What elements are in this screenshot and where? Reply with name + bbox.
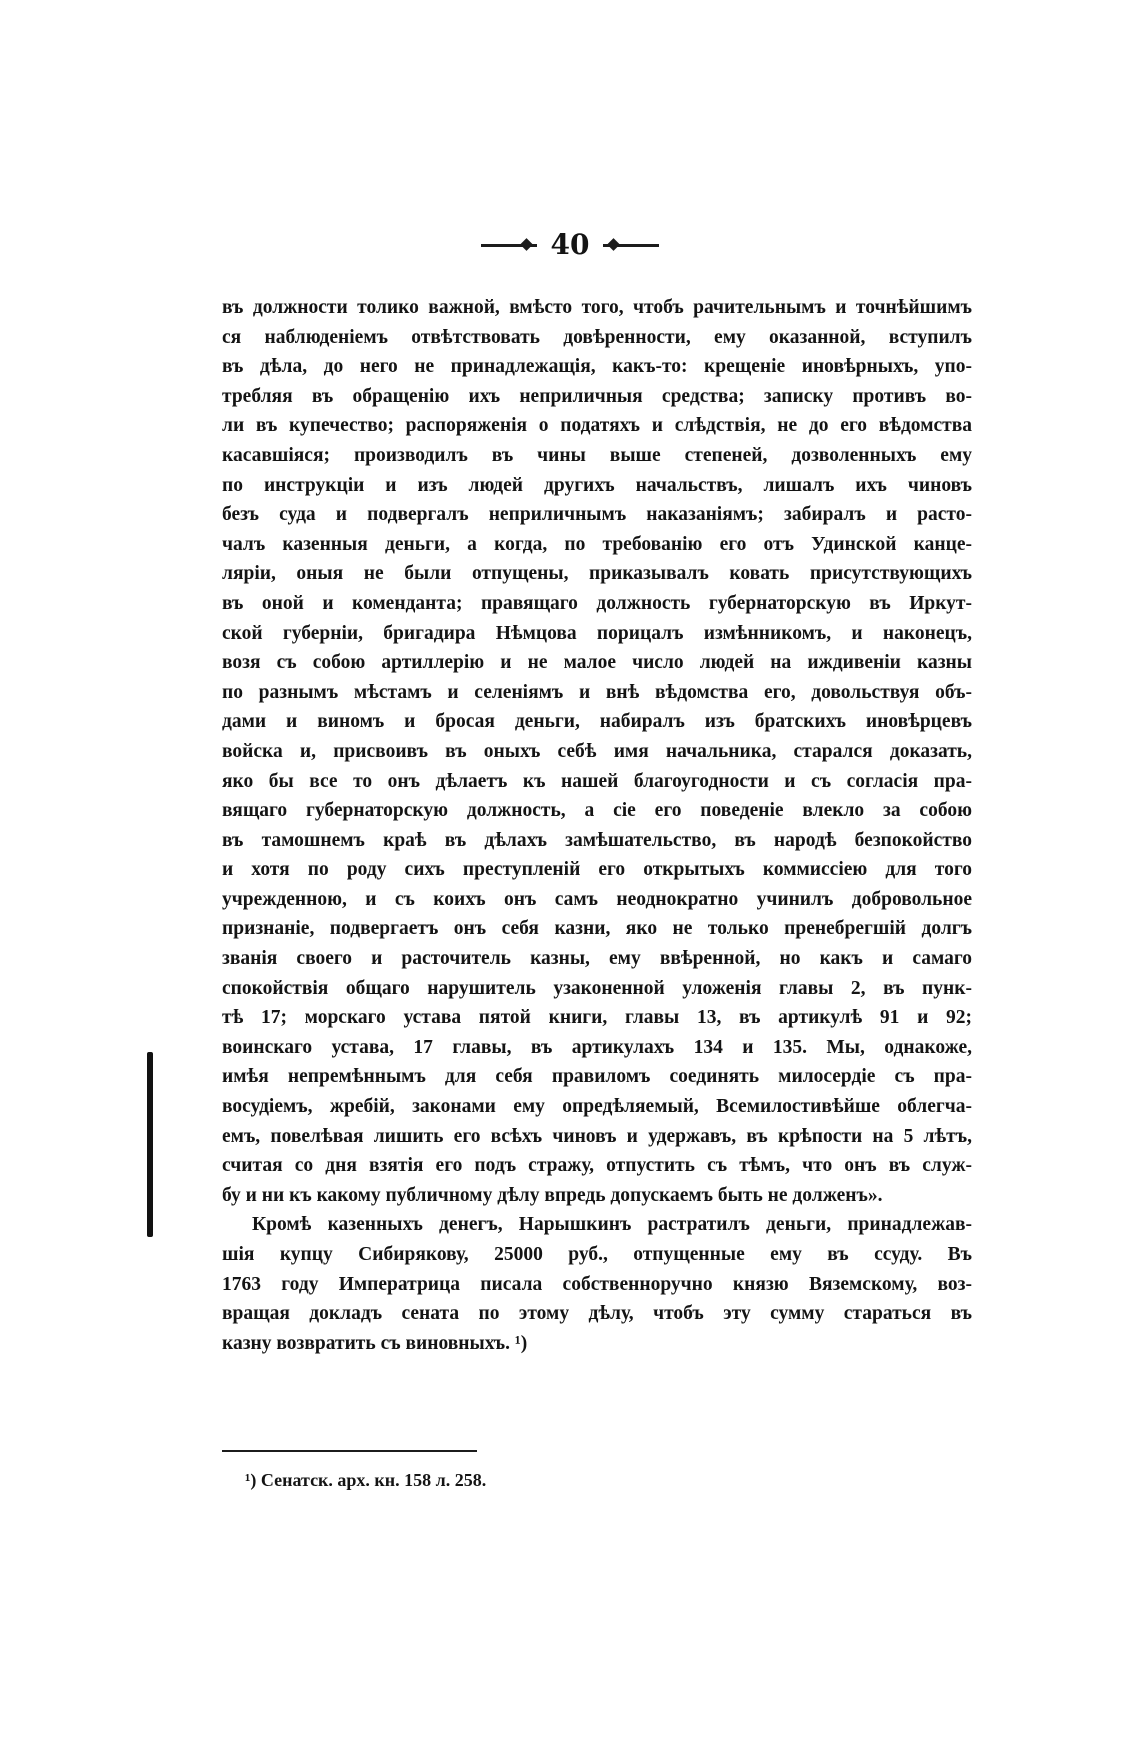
paragraph-2 [222, 1210, 972, 1358]
text-line: казну возвратить съ виновныхъ. ¹) [222, 1332, 528, 1354]
text-line: и хотя по роду сихъ преступленій его открытыхъ коммиссіею для того [222, 859, 972, 881]
text-line: касавшіяся; производилъ въ чины выше степеней, дозволенныхъ ему [222, 444, 972, 466]
text-line: въ дѣла, до него не принадлежащія, какъ-то: крещеніе иновѣрныхъ, упо- [222, 356, 972, 378]
text-line: по инструкціи и изъ людей другихъ начальствъ, лишалъ ихъ чиновъ [222, 474, 972, 496]
text-line: въ тамошнемъ краѣ въ дѣлахъ замѣшательство, въ народѣ безпокойство [222, 829, 972, 851]
body-text [222, 293, 972, 1358]
text-line: шія купцу Сибирякову, 25000 руб., отпущенные ему въ ссуду. Въ [222, 1244, 972, 1265]
right-ornament-icon [603, 244, 659, 247]
text-line: признаніе, подвергаетъ онъ себя казни, яко не только пренебрегшій долгъ [222, 918, 972, 940]
left-ornament-icon [481, 244, 537, 247]
text-line: учрежденною, и съ коихъ онъ самъ неоднократно учинилъ добровольное [222, 888, 972, 910]
text-line: ли въ купечество; распоряженія о податяхъ и слѣдствія, не до его вѣдомства [222, 415, 972, 437]
text-line: званія своего и расточитель казны, ему ввѣренной, но какъ и самаго [222, 948, 972, 970]
footnote-divider [222, 1450, 477, 1452]
text-line: спокойствія общаго нарушитель узаконенной уложенія главы 2, въ пунк- [222, 977, 972, 999]
footnote: ¹) Сенатск. арх. кн. 158 л. 258. [245, 1470, 487, 1490]
text-line: емъ, повелѣвая лишить его всѣхъ чиновъ и удержавъ, въ крѣпости на 5 лѣтъ, [222, 1125, 972, 1147]
text-line: возя съ собою артиллерію и не малое число людей на иждивеніи казны [222, 652, 972, 674]
text-line: ся наблюденіемъ отвѣтствовать довѣренности, ему оказанной, вступилъ [222, 326, 972, 348]
page-number: 40 [550, 228, 590, 261]
text-line: въ оной и коменданта; правящаго должность губернаторскую въ Иркут- [222, 592, 972, 614]
text-line: восудіемъ, жребій, законами ему опредѣляемый, Всемилостивѣйше облегча- [222, 1096, 972, 1118]
text-line: безъ суда и подвергалъ неприличнымъ наказаніямъ; забиралъ и расто- [222, 504, 972, 526]
text-line: дами и виномъ и бросая деньги, набиралъ изъ братскихъ иновѣрцевъ [222, 711, 972, 733]
text-line: вящаго губернаторскую должность, а сіе его поведеніе влекло за собою [222, 800, 972, 822]
margin-mark [147, 1052, 153, 1237]
text-line: бу и ни къ какому публичному дѣлу впредь допускаемъ быть не долженъ». [222, 1184, 883, 1206]
paragraph-1 [222, 293, 972, 1210]
text-line: требляя въ обращенію ихъ неприличныя средства; записку противъ во- [222, 385, 972, 407]
text-line: считая со дня взятія его подъ стражу, отпустить съ тѣмъ, что онъ въ служ- [222, 1155, 972, 1177]
text-line: тѣ 17; морскаго устава пятой книги, главы 13, въ артикулѣ 91 и 92; [222, 1007, 972, 1029]
text-line: войска и, присвоивъ въ оныхъ себѣ имя начальника, старался доказать, [222, 740, 972, 762]
text-line: чалъ казенныя деньги, а когда, по требованію его отъ Удинской канце- [222, 533, 972, 555]
text-line: имѣя непремѣннымъ для себя правиломъ соединять милосердіе съ пра- [222, 1066, 972, 1088]
text-line: Кромѣ казенныхъ денегъ, Нарышкинъ растратилъ деньги, принадлежав- [252, 1214, 972, 1236]
text-line: вращая докладъ сената по этому дѣлу, чтобъ эту сумму стараться въ [222, 1303, 972, 1325]
text-line: по разнымъ мѣстамъ и селеніямъ и внѣ вѣдомства его, довольствуя объ- [222, 681, 972, 703]
text-line: воинскаго устава, 17 главы, въ артикулахъ 134 и 135. Мы, однакоже, [222, 1036, 972, 1058]
text-line: яко бы все то онъ дѣлаетъ къ нашей благоугодности и съ согласія пра- [222, 770, 972, 792]
text-line: 1763 году Императрица писала собственноручно князю Вяземскому, воз- [222, 1273, 972, 1295]
text-line: ляріи, оныя не были отпущены, приказывалъ ковать присутствующихъ [222, 563, 972, 585]
text-line: въ должности толико важной, вмѣсто того, чтобъ рачительнымъ и точнѣйшимъ [222, 297, 972, 318]
text-line: ской губерніи, бригадира Нѣмцова порицалъ измѣнникомъ, и наконецъ, [222, 622, 972, 644]
page-header [0, 228, 1140, 262]
